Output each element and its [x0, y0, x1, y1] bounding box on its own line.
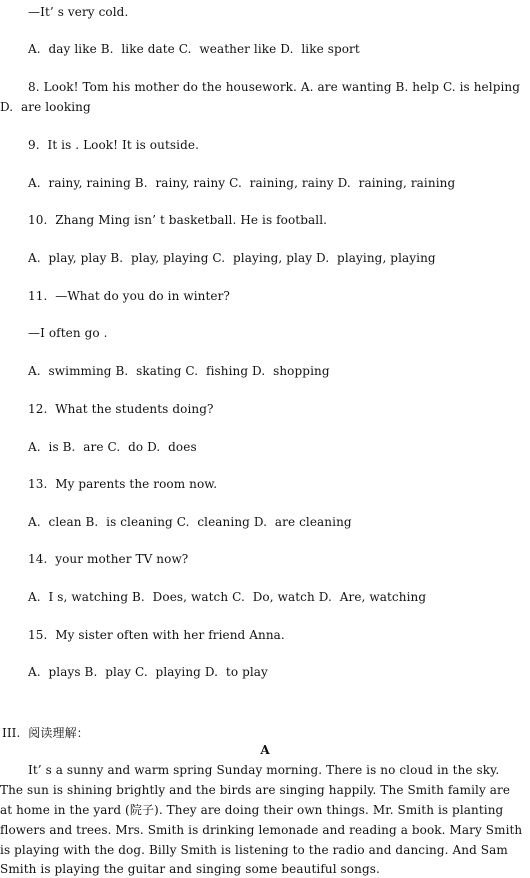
passage-line-2: The sun is shining brightly and the birds are singing happily. The Smith family are [0, 783, 511, 797]
passage-line-1: It’ s a sunny and warm spring Sunday morning. There is no cloud in the sky. [28, 763, 500, 777]
options-q7: A. day like B. like date C. weather like D. like sport [28, 42, 360, 56]
question-8-continued: D. are looking [0, 100, 91, 114]
question-12: 12. What the students doing? [28, 402, 214, 416]
options-q10: A. play, play B. play, playing C. playing, play D. playing, playing [28, 251, 436, 265]
question-13: 13. My parents the room now. [28, 477, 218, 491]
options-q13: A. clean B. is cleaning C. cleaning D. are cleaning [28, 515, 352, 529]
passage-line-6: Smith is playing the guitar and singing some beautiful songs. [0, 862, 380, 876]
answer-line-q11: —I often go . [28, 326, 108, 340]
question-10: 10. Zhang Ming isn’ t basketball. He is football. [28, 213, 328, 227]
passage-line-4: flowers and trees. Mrs. Smith is drinking lemonade and reading a book. Mary Smith [0, 823, 523, 837]
options-q15: A. plays B. play C. playing D. to play [28, 665, 268, 679]
options-q14: A. I s, watching B. Does, watch C. Do, watch D. Are, watching [28, 590, 427, 604]
passage-line-5: is playing with the dog. Billy Smith is listening to the radio and dancing. And Sam [0, 843, 508, 857]
options-q11: A. swimming B. skating C. fishing D. shopping [28, 364, 330, 378]
options-q12: A. is B. are C. do D. does [28, 440, 197, 454]
answer-line-cold: —It’ s very cold. [28, 5, 129, 19]
section-title: III. 阅读理解： [2, 726, 89, 740]
question-9: 9. It is . Look! It is outside. [28, 138, 199, 152]
question-14: 14. your mother TV now? [28, 552, 189, 566]
options-q9: A. rainy, raining B. rainy, rainy C. raining, rainy D. raining, raining [28, 176, 456, 190]
question-15: 15. My sister often with her friend Anna. [28, 628, 285, 642]
passage-label: A [260, 743, 270, 757]
question-8: 8. Look! Tom his mother do the housework. A. are wanting B. help C. is helping [28, 80, 521, 94]
question-11: 11. —What do you do in winter? [28, 289, 230, 303]
passage-line-3: at home in the yard (院子). They are doing their own things. Mr. Smith is planting [0, 803, 504, 817]
